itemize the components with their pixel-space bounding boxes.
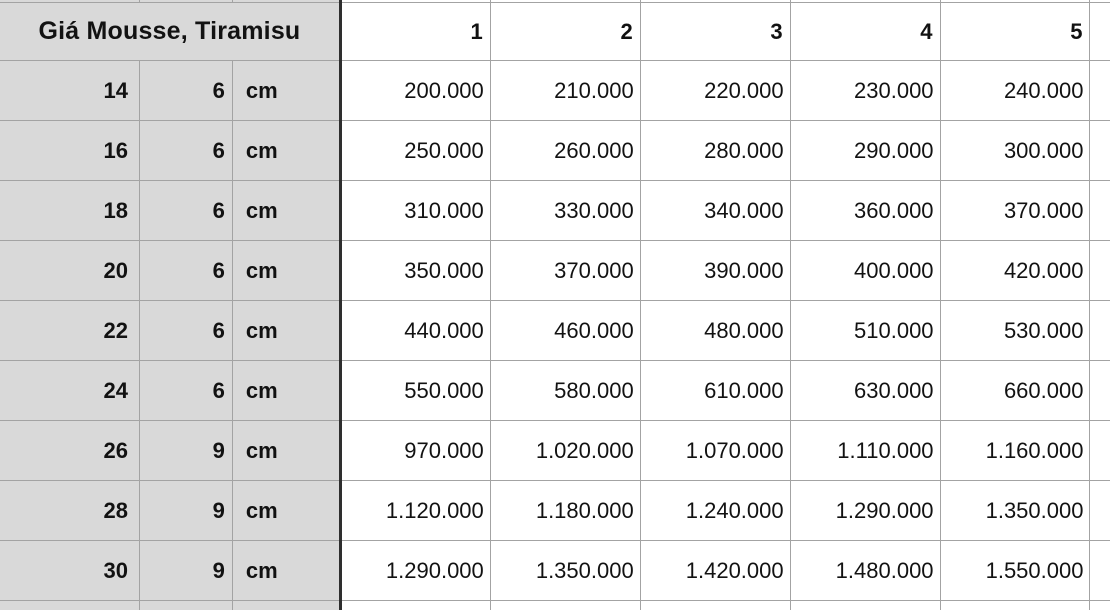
height-cell[interactable]: 9 — [139, 541, 232, 601]
price-cell[interactable]: 970.000 — [340, 421, 490, 481]
price-cell[interactable]: 530.000 — [940, 301, 1090, 361]
price-cell[interactable]: 1.550.000 — [940, 541, 1090, 601]
partial-column-cell — [1090, 241, 1110, 301]
unit-cell[interactable]: cm — [232, 121, 340, 181]
partial-cell — [490, 601, 640, 611]
unit-cell[interactable]: cm — [232, 421, 340, 481]
table-row — [0, 541, 1110, 601]
size-cell[interactable]: 24 — [0, 361, 139, 421]
size-cell[interactable]: 16 — [0, 121, 139, 181]
size-cell[interactable]: 30 — [0, 541, 139, 601]
partial-column-cell — [1090, 421, 1110, 481]
price-cell[interactable]: 460.000 — [490, 301, 640, 361]
price-cell[interactable]: 290.000 — [790, 121, 940, 181]
price-cell[interactable]: 1.240.000 — [640, 481, 790, 541]
table-row — [0, 121, 1110, 181]
partial-cell — [790, 601, 940, 611]
partial-column-cell — [1090, 61, 1110, 121]
price-cell[interactable]: 550.000 — [340, 361, 490, 421]
price-cell[interactable]: 1.160.000 — [940, 421, 1090, 481]
size-cell[interactable]: 28 — [0, 481, 139, 541]
price-cell[interactable]: 1.480.000 — [790, 541, 940, 601]
price-cell[interactable]: 350.000 — [340, 241, 490, 301]
price-cell[interactable]: 240.000 — [940, 61, 1090, 121]
header-row — [0, 3, 1110, 61]
price-cell[interactable]: 580.000 — [490, 361, 640, 421]
price-cell[interactable]: 370.000 — [490, 241, 640, 301]
price-cell[interactable]: 420.000 — [940, 241, 1090, 301]
price-cell[interactable]: 360.000 — [790, 181, 940, 241]
height-cell[interactable]: 6 — [139, 61, 232, 121]
unit-cell[interactable]: cm — [232, 541, 340, 601]
size-cell[interactable]: 22 — [0, 301, 139, 361]
column-header-cell[interactable]: 1 — [340, 3, 490, 61]
size-cell[interactable]: 26 — [0, 421, 139, 481]
price-cell[interactable]: 370.000 — [940, 181, 1090, 241]
partial-column-cell — [1090, 181, 1110, 241]
price-cell[interactable]: 1.020.000 — [490, 421, 640, 481]
table-row — [0, 301, 1110, 361]
partial-cell — [232, 601, 340, 611]
size-cell[interactable]: 14 — [0, 61, 139, 121]
price-cell[interactable]: 340.000 — [640, 181, 790, 241]
price-cell[interactable]: 330.000 — [490, 181, 640, 241]
price-cell[interactable]: 200.000 — [340, 61, 490, 121]
partial-column-cell — [1090, 301, 1110, 361]
table-row — [0, 241, 1110, 301]
table-row — [0, 361, 1110, 421]
price-cell[interactable]: 480.000 — [640, 301, 790, 361]
price-cell[interactable]: 1.420.000 — [640, 541, 790, 601]
table-row — [0, 481, 1110, 541]
price-cell[interactable]: 630.000 — [790, 361, 940, 421]
partial-column-cell — [1090, 3, 1110, 61]
unit-cell[interactable]: cm — [232, 181, 340, 241]
partial-cell — [940, 601, 1090, 611]
price-cell[interactable]: 1.350.000 — [490, 541, 640, 601]
height-cell[interactable]: 6 — [139, 301, 232, 361]
table-row — [0, 61, 1110, 121]
price-cell[interactable]: 660.000 — [940, 361, 1090, 421]
partial-cell — [0, 601, 139, 611]
price-cell[interactable]: 310.000 — [340, 181, 490, 241]
price-cell[interactable]: 210.000 — [490, 61, 640, 121]
unit-cell[interactable]: cm — [232, 241, 340, 301]
size-cell[interactable]: 20 — [0, 241, 139, 301]
partial-column-cell — [1090, 601, 1110, 611]
height-cell[interactable]: 9 — [139, 481, 232, 541]
table-row — [0, 421, 1110, 481]
height-cell[interactable]: 6 — [139, 241, 232, 301]
table-title-cell[interactable]: Giá Mousse, Tiramisu — [0, 3, 340, 61]
price-cell[interactable]: 220.000 — [640, 61, 790, 121]
price-cell[interactable]: 280.000 — [640, 121, 790, 181]
price-cell[interactable]: 1.350.000 — [940, 481, 1090, 541]
partial-column-cell — [1090, 121, 1110, 181]
unit-cell[interactable]: cm — [232, 301, 340, 361]
partial-column-cell — [1090, 361, 1110, 421]
price-cell[interactable]: 610.000 — [640, 361, 790, 421]
partial-cell — [640, 601, 790, 611]
height-cell[interactable]: 9 — [139, 421, 232, 481]
price-cell[interactable]: 1.120.000 — [340, 481, 490, 541]
unit-cell[interactable]: cm — [232, 481, 340, 541]
price-cell[interactable]: 300.000 — [940, 121, 1090, 181]
column-header-cell[interactable]: 5 — [940, 3, 1090, 61]
partial-cell — [139, 601, 232, 611]
price-cell[interactable]: 390.000 — [640, 241, 790, 301]
column-header-cell[interactable]: 2 — [490, 3, 640, 61]
price-cell[interactable]: 400.000 — [790, 241, 940, 301]
table-row — [0, 181, 1110, 241]
price-cell[interactable]: 260.000 — [490, 121, 640, 181]
height-cell[interactable]: 6 — [139, 361, 232, 421]
partial-column-cell — [1090, 541, 1110, 601]
price-cell[interactable]: 1.180.000 — [490, 481, 640, 541]
partial-cell — [340, 601, 490, 611]
price-cell[interactable]: 230.000 — [790, 61, 940, 121]
partial-row-bottom — [0, 601, 1110, 611]
price-cell[interactable]: 1.290.000 — [340, 541, 490, 601]
price-cell[interactable]: 1.070.000 — [640, 421, 790, 481]
price-cell[interactable]: 250.000 — [340, 121, 490, 181]
unit-cell[interactable]: cm — [232, 61, 340, 121]
unit-cell[interactable]: cm — [232, 361, 340, 421]
price-cell[interactable]: 1.290.000 — [790, 481, 940, 541]
height-cell[interactable]: 6 — [139, 121, 232, 181]
price-cell[interactable]: 1.110.000 — [790, 421, 940, 481]
price-cell[interactable]: 440.000 — [340, 301, 490, 361]
column-header-cell[interactable]: 3 — [640, 3, 790, 61]
column-header-cell[interactable]: 4 — [790, 3, 940, 61]
price-cell[interactable]: 510.000 — [790, 301, 940, 361]
size-cell[interactable]: 18 — [0, 181, 139, 241]
height-cell[interactable]: 6 — [139, 181, 232, 241]
partial-column-cell — [1090, 481, 1110, 541]
